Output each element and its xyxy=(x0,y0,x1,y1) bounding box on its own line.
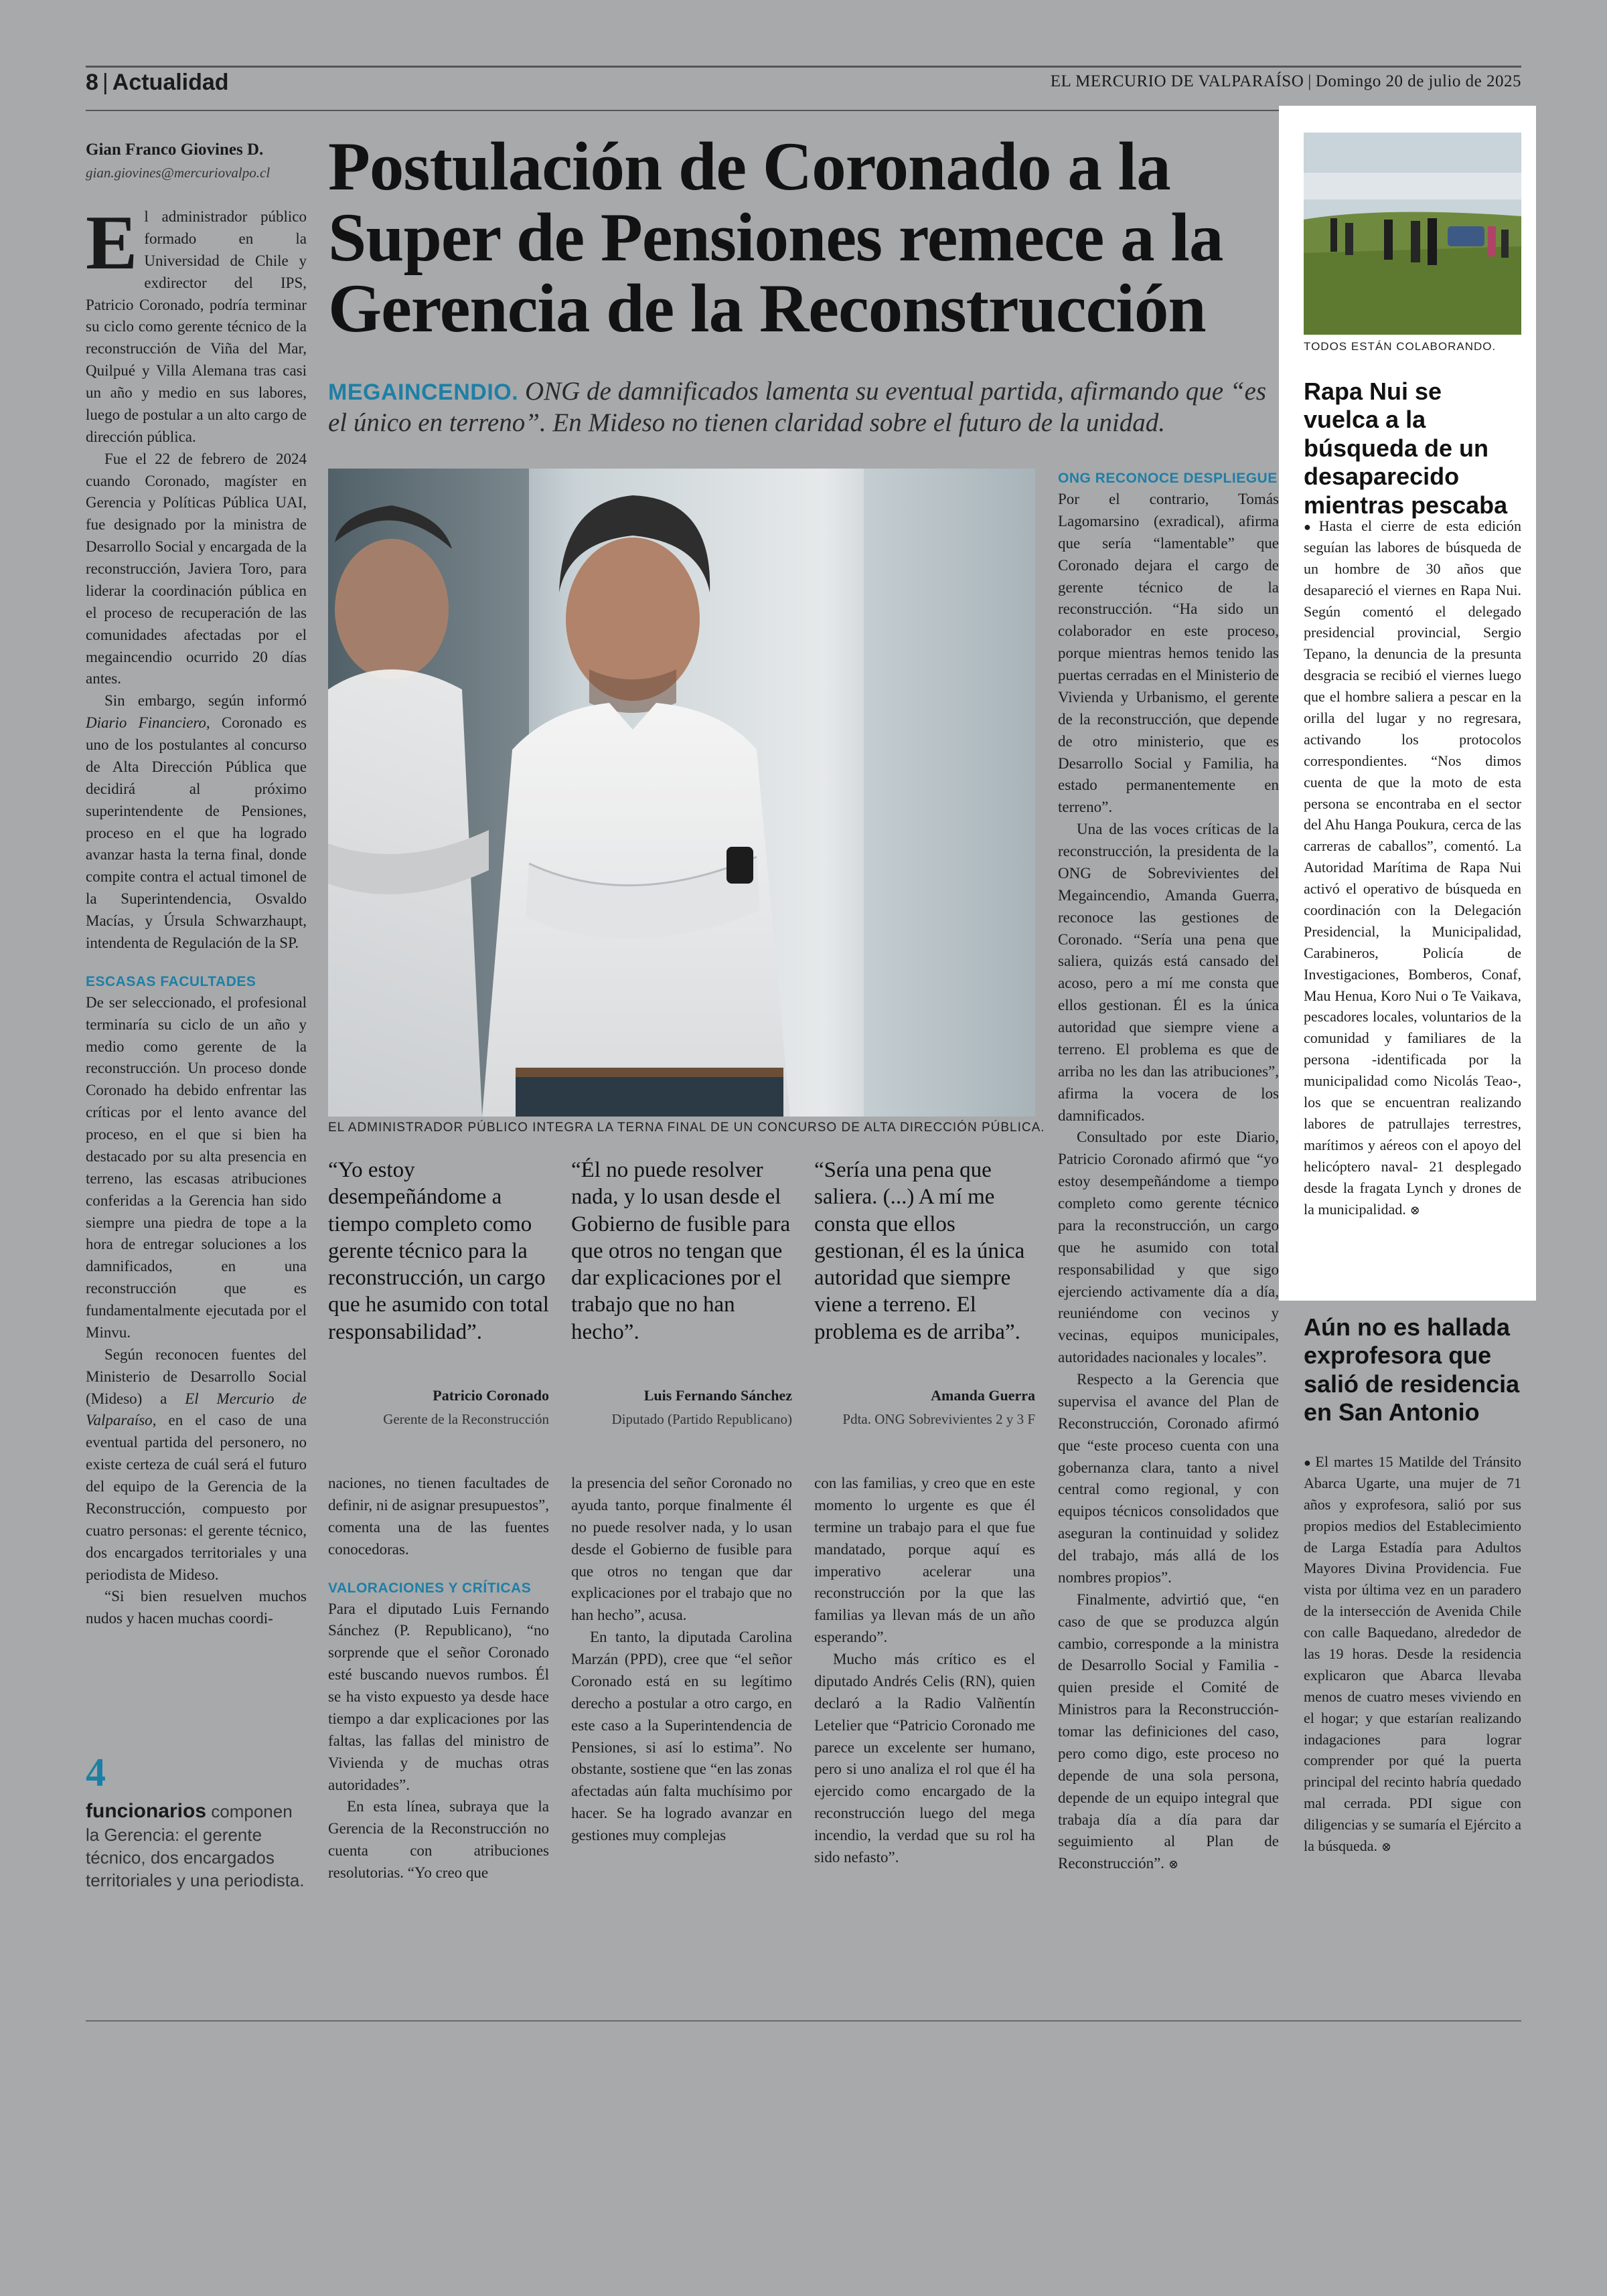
issue-date: Domingo 20 de julio de 2025 xyxy=(1315,72,1521,90)
search-team-photo xyxy=(1304,133,1521,335)
paragraph: Consultado por este Diario, Patricio Coronado afirmó que “yo estoy desempeñándome a tiempo completo como gerente técnico para la reconstrucción, un cargo que he asumido con total responsabilidad y que sigo ejerciendo activamente día a día, reuniéndome con vecinos y vecinas, equipos municipales, autoridades nacionales y locales”. xyxy=(1058,1129,1279,1366)
article-lower-column-2 xyxy=(571,1473,792,1847)
page-header-right: EL MERCURIO DE VALPARAÍSO | Domingo 20 de julio de 2025 xyxy=(1050,72,1521,90)
paragraph: Finalmente, advirtió que, “en caso de que se produzca algún cambio, corresponde a la ministra de Desarrollo Social y Familia -quien preside el Comité de Ministros para la Reconstrucción- tomar las definiciones del caso, pero como digo, este proceso no depende de una sola persona, depende de un equipo integral que trabaja día a día para dar seguimiento al Plan de Reconstrucción”. ⊗ xyxy=(1058,1590,1279,1872)
newspaper-name: EL MERCURIO DE VALPARAÍSO xyxy=(1050,72,1304,90)
page-number: 8 xyxy=(86,70,98,95)
sidebar-story2-body: ● El martes 15 Matilde del Tránsito Abarca Ugarte, una mujer de 71 años y exprofesora, salió por sus propios medios del Establecimiento de Larga Estadía para Adultos Mayores Divina Providencia. Fue vista por última vez en un paradero de la intersección de Avenida Chile con calle Baquedano, alrededor de las 19 horas. Desde la residencia explicaron que Abarca llevaba menos de cuatro meses viviendo en el hogar; y que estarían realizando indagaciones para lograr comprender por qué la puerta principal del recinto habría quedado mal cerrada. PDI sigue con diligencias y se sumaría el Ejército a la búsqueda. ⊗ xyxy=(1304,1453,1521,1855)
drop-cap: E xyxy=(86,200,138,286)
article-lower-column-1 xyxy=(328,1473,549,1884)
subhead-escasas-facultades: ESCASAS FACULTADES xyxy=(86,973,256,989)
page-header-left: 8 | Actualidad xyxy=(86,70,229,95)
stat-text: funcionarios componen la Gerencia: el gerente técnico, dos encargados territoriales y una periodista. xyxy=(86,1800,305,1890)
article-lower-column-3 xyxy=(814,1473,1035,1869)
quote-guerra: “Sería una pena que saliera. (...) A mí me consta que ellos gestionan, él es la única autoridad que siempre viene a terreno. El problema es de arriba”. xyxy=(814,1158,1025,1344)
end-mark-icon: ⊗ xyxy=(1168,1858,1179,1872)
paragraph: Mucho más crítico es el diputado Andrés Celis (RN), quien declaró a la Radio Valñentín Letelier que “Patricio Coronado me parece un excelente ser humano, pero si uno analiza el rol que él ha ejercido como encargado de la reconstrucción luego del mega incendio, la verdad que su rol ha sido nefasto”. xyxy=(814,1651,1035,1866)
paragraph: De ser seleccionado, el profesional terminaría su ciclo de un año y medio como gerente de la reconstrucción. Un proceso donde Coronado ha debido enfrentar las críticas por el lento avance del proceso, en el que si bien ha destacado por su alta presencia en terreno, las escasas atribuciones conferidas a la Gerencia han sido siempre una piedra de tope a la hora de entregar soluciones a los damnificados, en una reconstrucción que es fundamentalmente ejecutada por el Minvu. xyxy=(86,993,307,1341)
main-photo xyxy=(328,469,1035,1117)
paragraph: Para el diputado Luis Fernando Sánchez (P. Republicano), “no sorprende que el señor Coronado esté buscando nuevos rumbos. Él se ha visto expuesto ya desde hace tiempo a dar explicaciones por las faltas, las fallas del ministro de Vivienda y de muchas otras autoridades”. xyxy=(328,1600,549,1793)
author-email[interactable]: gian.giovines@mercuriovalpo.cl xyxy=(86,165,271,181)
lead-paragraph: El administrador público formado en la Universidad de Chile y exdirector del IPS, Patricio Coronado, podría terminar su ciclo como gerente técnico de la reconstrucción de Viña del Mar, Quilpué y Villa Alemana tras casi un año y medio en sus labores, luego de postular a un alto cargo de dirección pública. xyxy=(86,200,307,445)
quote-author-name: Patricio Coronado xyxy=(433,1387,549,1404)
photo-caption: EL ADMINISTRADOR PÚBLICO INTEGRA LA TERNA FINAL DE UN CONCURSO DE ALTA DIRECCIÓN PÚBLICA. xyxy=(328,1121,1045,1135)
stat-number: 4 xyxy=(86,1750,106,1795)
sidebar-story1-body: ● Hasta el cierre de esta edición seguían las labores de búsqueda de un hombre de 30 años que desapareció el viernes en Rapa Nui. Según comentó el delegado presidencial provincial, Sergio Tepano, la denuncia de la presunta desgracia se recibió el viernes luego que el hombre saliera a pescar en la orilla del lugar y no regresara, activando los protocolos correspondientes. “Nos dimos cuenta de que la moto de esta persona se encontraba en el sector del Ahu Hanga Poukura, cerca de las carreras de caballos”, comentó. La Autoridad Marítima de Rapa Nui activó el operativo de búsqueda en coordinación con la Delegación Presidencial, la Municipalidad, Carabineros, Policía de Investigaciones, Bomberos, Conaf, Mau Henua, Koro Nui o Te Vaikava, pescadores locales, voluntarios de la comunidad y familiares de la persona -identificada por la municipalidad como Nicolás Teao-, los que se encuentran realizando labores de patrullajes terrestres, marítimos y aéreos con el apoyo del helicóptero naval- 21 desplegado desde la fragata Lynch y drones de la municipalidad. ⊗ xyxy=(1304,517,1521,1218)
section-name: Actualidad xyxy=(112,70,229,95)
end-mark-icon: ⊗ xyxy=(1381,1840,1392,1854)
quote-author-role: Pdta. ONG Sobrevivientes 2 y 3 F xyxy=(842,1411,1035,1427)
deck-text: ONG de damnificados lamenta su eventual partida, afirmando que “es el único en terreno”. En Mideso no tienen claridad sobre el futuro de la unidad. xyxy=(328,377,1267,437)
paragraph: Respecto a la Gerencia que supervisa el avance del Plan de Reconstrucción, Coronado afirmó que “este proceso cuenta con una gobernanza clara, tanto a nivel central como regional, y con equipos técnicos consolidados que aseguran la continuidad y solidez del trabajo, más allá de los nombres propios”. xyxy=(1058,1371,1279,1586)
paragraph: la presencia del señor Coronado no ayuda tanto, porque finalmente él no puede resolver nada, y lo usan desde el Gobierno de fusible para que otros no tengan que dar explicaciones por el trabajo que no han hecho”, acusa. xyxy=(571,1475,792,1624)
subhead-valoraciones: VALORACIONES Y CRÍTICAS xyxy=(328,1580,532,1596)
sidebar-photo-caption: TODOS ESTÁN COLABORANDO. xyxy=(1304,340,1497,353)
paragraph: En tanto, la diputada Carolina Marzán (PPD), cree que “el señor Coronado está en su legítimo derecho a postular a otro cargo, en este caso a la Superintendencia de Pensiones, si así lo estima”. No obstante, sostiene que “en las zonas afectadas aún falta muchísimo por hacer. Se ha logrado avanzar en gestiones muy complejas xyxy=(571,1629,792,1843)
sidebar-story2-headline: Aún no es hallada exprofesora que salió de residencia en San Antonio xyxy=(1304,1313,1520,1426)
deck-kicker: MEGAINCENDIO. xyxy=(328,380,519,405)
top-rule xyxy=(86,66,1521,68)
bullet-icon: ● xyxy=(1304,520,1316,534)
stat-label: funcionarios xyxy=(86,1800,207,1822)
paragraph: “Si bien resuelven muchos nudos y hacen muchas coordi- xyxy=(86,1588,307,1627)
quote-author-role: Gerente de la Reconstrucción xyxy=(383,1411,549,1427)
paragraph: Una de las voces críticas de la reconstrucción, la presidenta de la ONG de Sobrevivientes del Megaincendio, Amanda Guerra, reconoce las gestiones de Coronado. “Sería una pena que saliera, quizás está cansado del acoso, pero a mí me consta que ellos gestionan. Él es la única autoridad que siempre viene a terreno. El problema es que de arriba no les dan las atribuciones”, afirma la vocera de los damnificados. xyxy=(1058,821,1279,1124)
bottom-rule xyxy=(86,2020,1521,2022)
article-column-4 xyxy=(1058,469,1279,1875)
portrait-photo xyxy=(328,469,1035,1117)
author-byline: Gian Franco Giovines D. xyxy=(86,141,264,159)
bullet-icon: ● xyxy=(1304,1456,1313,1469)
paragraph: naciones, no tienen facultades de definir, ni de asignar presupuestos”, comenta una de las fuentes conocedoras. xyxy=(328,1475,549,1558)
paragraph: con las familias, y creo que en este momento lo urgente es que él termine un trabajo para el que fue mandatado, porque aquí es imperativo acelerar una reconstrucción por la que las familias ya llevan más de un año esperando”. xyxy=(814,1475,1035,1646)
paragraph: En esta línea, subraya que la Gerencia de la Reconstrucción no cuenta con atribuciones resolutorias. “Yo creo que xyxy=(328,1798,549,1882)
paragraph: Por el contrario, Tomás Lagomarsino (exradical), afirma que sería “lamentable” que Coronado dejara el cargo de gerente técnico de la reconstrucción. “Ha sido un colaborador en este proceso, porque mientras hemos tenido las puertas cerradas en el Ministerio de Vivienda y Urbanismo, el gerente de la reconstrucción, que depende de otro ministerio, que es Desarrollo Social y Familia, ha estado permanentemente en terreno”. xyxy=(1058,491,1279,816)
quote-coronado: “Yo estoy desempeñándome a tiempo completo como gerente técnico para la reconstrucción, un cargo que he asumido con total responsabilidad”. xyxy=(328,1158,549,1344)
paragraph: Según reconocen fuentes del Ministerio de Desarrollo Social (Mideso) a El Mercurio de Valparaíso, en el caso de una eventual partida del personero, no existe certeza de cuál será el futuro del equipo de la Gerencia de la Reconstrucción, compuesto por cuatro personas: el gerente técnico, dos encargados territoriales y una periodista de Mideso. xyxy=(86,1345,307,1583)
sidebar-story1-headline: Rapa Nui se vuelca a la búsqueda de un desaparecido mientras pescaba xyxy=(1304,378,1508,519)
paragraph: Sin embargo, según informó Diario Financiero, Coronado es uno de los postulantes al concurso de Alta Dirección Pública que decidirá al próximo superintendente de Pensiones, proceso en el que ha logrado avanzar hasta la terna final, donde compite contra el actual timonel de la Superintendencia, Osvaldo Macías, y Úrsula Schwarzhaupt, intendenta de Regulación de la SP. xyxy=(86,692,307,951)
paragraph: Fue el 22 de febrero de 2024 cuando Coronado, magíster en Gerencia y Políticas Pública UAI, fue designado por la ministra de Desarrollo Social y encargada de la reconstrucción, Javiera Toro, para liderar la coordinación pública en el proceso de recuperación de las comunidades afectadas por el megaincendio ocurrido 20 días antes. xyxy=(86,450,307,687)
quote-author-name: Amanda Guerra xyxy=(931,1387,1035,1404)
quote-author-name: Luis Fernando Sánchez xyxy=(643,1387,792,1404)
subhead-ong-reconoce: ONG RECONOCE DESPLIEGUE xyxy=(1058,471,1278,486)
main-headline: Postulación de Coronado a la Super de Pensiones remece a la Gerencia de la Reconstrucción xyxy=(328,129,1223,347)
sidebar-photo xyxy=(1304,133,1521,335)
end-mark-icon: ⊗ xyxy=(1409,1203,1420,1217)
article-deck xyxy=(328,376,1286,439)
quote-author-role: Diputado (Partido Republicano) xyxy=(611,1411,792,1427)
article-column-1 xyxy=(86,200,307,1630)
quote-sanchez: “Él no puede resolver nada, y lo usan desde el Gobierno de fusible para que otros no tengan que dar explicaciones por el trabajo que no han hecho”. xyxy=(571,1158,791,1344)
